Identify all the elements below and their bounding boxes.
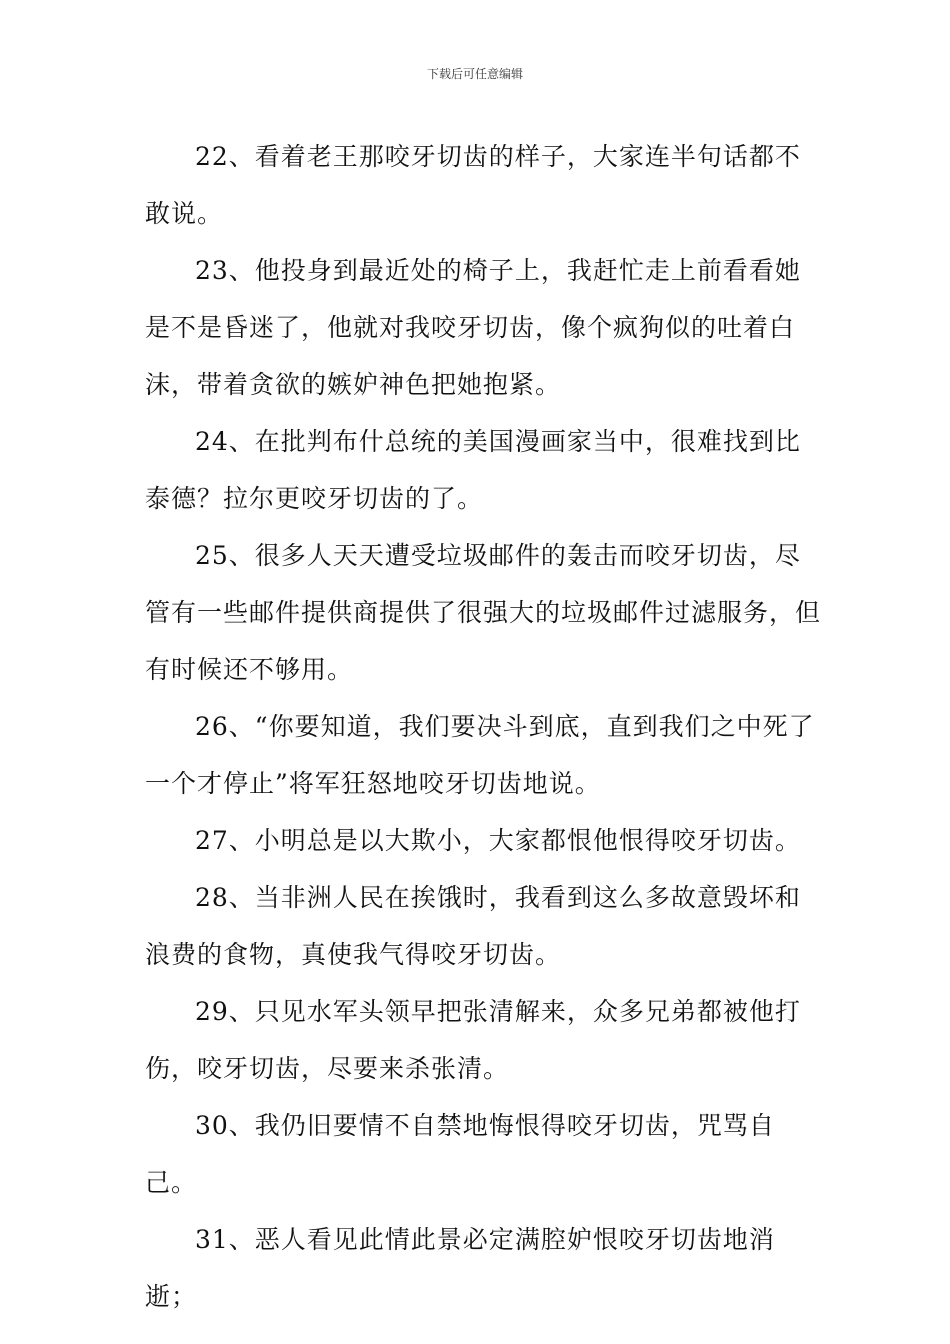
paragraph-25: 25、很多人天天遭受垃圾邮件的轰击而咬牙切齿，尽管有一些邮件提供商提供了很强大的垃圾邮件过滤服务，但有时候还不够用。 xyxy=(145,541,822,684)
paragraph-28: 28、当非洲人民在挨饿时，我看到这么多故意毁坏和浪费的食物，真使我气得咬牙切齿。 xyxy=(145,883,801,969)
document-body xyxy=(145,128,825,1325)
paragraph-30: 30、我仍旧要情不自禁地悔恨得咬牙切齿，咒骂自己。 xyxy=(145,1111,775,1197)
page-header: 下载后可任意编辑 xyxy=(426,67,523,81)
paragraph-27: 27、小明总是以大欺小，大家都恨他恨得咬牙切齿。 xyxy=(195,826,801,855)
paragraph-31: 31、恶人看见此情此景必定满腔妒恨咬牙切齿地消逝； xyxy=(145,1225,775,1311)
paragraph-29: 29、只见水军头领早把张清解来，众多兄弟都被他打伤，咬牙切齿，尽要来杀张清。 xyxy=(145,997,801,1083)
paragraph-24: 24、在批判布什总统的美国漫画家当中，很难找到比泰德？拉尔更咬牙切齿的了。 xyxy=(145,427,801,513)
paragraph-26: 26、“你要知道，我们要决斗到底，直到我们之中死了一个才停止”将军狂怒地咬牙切齿地说。 xyxy=(145,712,815,798)
paragraph-23: 23、他投身到最近处的椅子上，我赶忙走上前看看她是不是昏迷了，他就对我咬牙切齿，像个疯狗似的吐着白沫，带着贪欲的嫉妒神色把她抱紧。 xyxy=(145,256,801,399)
paragraph-22: 22、看着老王那咬牙切齿的样子，大家连半句话都不敢说。 xyxy=(145,142,801,228)
